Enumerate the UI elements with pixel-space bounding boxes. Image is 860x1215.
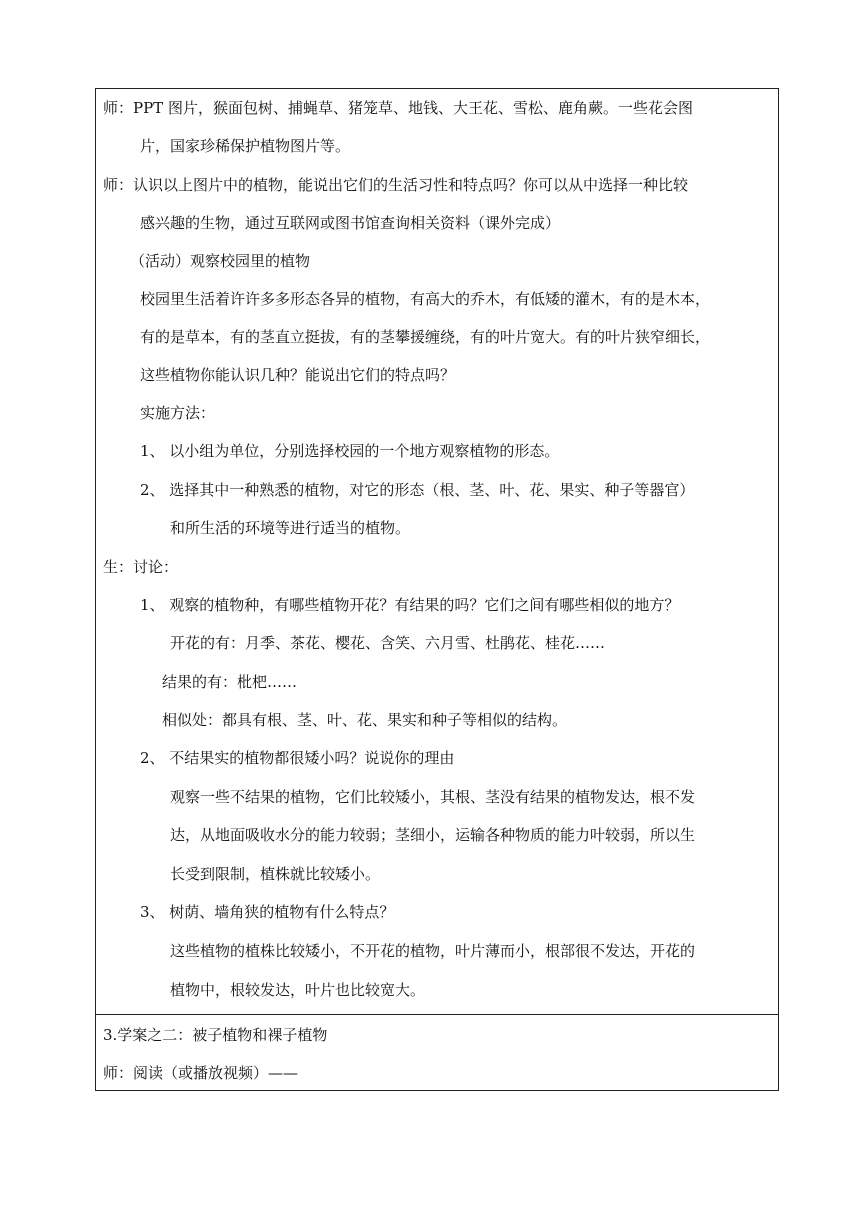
- list-item: 1、 以小组为单位，分别选择校园的一个地方观察植物的形态。: [140, 442, 560, 460]
- text-line: 片，国家珍稀保护植物图片等。: [140, 137, 351, 155]
- text-line: 校园里生活着许许多多形态各异的植物，有高大的乔木，有低矮的灌木，有的是木本，: [140, 290, 711, 308]
- text-line: 这些植物你能认识几种？能说出它们的特点吗？: [140, 366, 456, 384]
- text-line: 达，从地面吸收水分的能力较弱；茎细小，运输各种物质的能力叶较弱，所以生: [170, 826, 696, 844]
- list-item: 2、 不结果实的植物都很矮小吗？说说你的理由: [140, 749, 455, 767]
- section-heading: 3.学案之二：被子植物和裸子植物: [103, 1026, 328, 1044]
- text-line: 生：讨论：: [103, 558, 179, 576]
- list-item: 2、 选择其中一种熟悉的植物，对它的形态（根、茎、叶、花、果实、种子等器官）: [140, 481, 695, 499]
- text-line: 长受到限制，植株就比较矮小。: [170, 865, 381, 883]
- text-line: 有的是草本，有的茎直立挺拔，有的茎攀援缠绕，有的叶片宽大。有的叶片狭窄细长，: [140, 328, 711, 346]
- text-line: 观察一些不结果的植物，它们比较矮小，其根、茎没有结果的植物发达，根不发: [170, 788, 696, 806]
- text-line: 实施方法：: [140, 404, 216, 422]
- text-line: 相似处：都具有根、茎、叶、花、果实和种子等相似的结构。: [162, 711, 568, 729]
- text-line: 开花的有：月季、茶花、樱花、含笑、六月雪、杜鹃花、桂花……: [170, 634, 606, 652]
- text-line: 植物中，根较发达，叶片也比较宽大。: [170, 981, 426, 999]
- list-item: 3、 树荫、墙角狭的植物有什么特点？: [140, 903, 395, 921]
- text-line: 师：认识以上图片中的植物，能说出它们的生活习性和特点吗？你可以从中选择一种比较: [103, 176, 689, 194]
- activity-heading: （活动）观察校园里的植物: [130, 252, 311, 270]
- text-line: 和所生活的环境等进行适当的植物。: [170, 519, 411, 537]
- list-item: 1、 观察的植物种，有哪些植物开花？有结果的吗？它们之间有哪些相似的地方？: [140, 596, 680, 614]
- text-line: 师：阅读（或播放视频）——: [103, 1064, 299, 1082]
- text-line: 结果的有：枇杷……: [162, 673, 298, 691]
- text-line: 感兴趣的生物，通过互联网或图书馆查询相关资料（课外完成）: [140, 214, 561, 232]
- row-divider: [95, 1014, 779, 1015]
- text-line: 师：PPT 图片，猴面包树、捕蝇草、猪笼草、地钱、大王花、雪松、鹿角蕨。一些花会图: [103, 99, 693, 117]
- text-line: 这些植物的植株比较矮小，不开花的植物，叶片薄而小，根部很不发达，开花的: [170, 942, 696, 960]
